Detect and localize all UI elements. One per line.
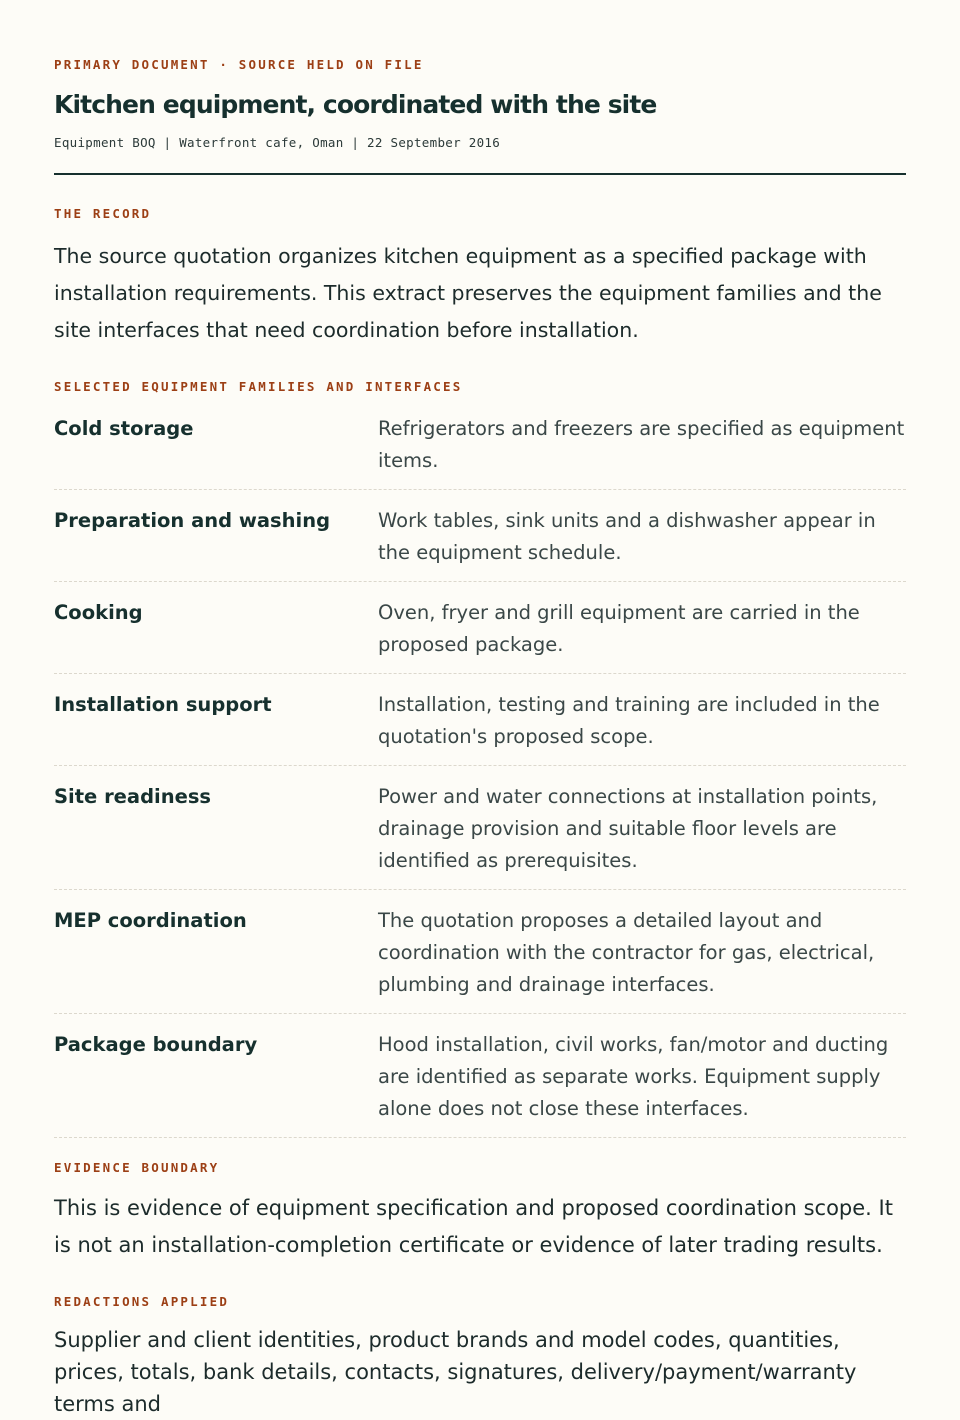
family-description: Refrigerators and freezers are specified as equipment items. — [378, 417, 905, 472]
families-label: SELECTED EQUIPMENT FAMILIES AND INTERFACES — [54, 379, 463, 394]
family-name: Cooking — [54, 601, 143, 624]
family-row-installation-support — [54, 689, 906, 766]
family-row-mep-coordination — [54, 905, 906, 1014]
record-label: THE RECORD — [54, 206, 152, 221]
header-divider — [54, 173, 906, 175]
family-name: Installation support — [54, 693, 272, 716]
family-name: Site readiness — [54, 785, 212, 808]
family-row-preparation-washing — [54, 505, 906, 582]
family-name: Package boundary — [54, 1033, 258, 1056]
family-description: Oven, fryer and grill equipment are carried in the proposed package. — [378, 601, 860, 656]
document-eyebrow: PRIMARY DOCUMENT · SOURCE HELD ON FILE — [54, 57, 424, 72]
family-description: The quotation proposes a detailed layout and coordination with the contractor for gas, electrical, plumbing and drainage interfaces. — [378, 909, 875, 996]
family-name: Preparation and washing — [54, 509, 331, 532]
family-name: MEP coordination — [54, 909, 247, 932]
family-description: Work tables, sink units and a dishwasher appear in the equipment schedule. — [378, 509, 876, 564]
family-row-cold-storage — [54, 413, 906, 490]
family-name: Cold storage — [54, 417, 194, 440]
redactions-text: Supplier and client identities, product brands and model codes, quantities, prices, totals, bank details, contacts, signatures, delivery/payment/warranty terms and — [54, 1328, 857, 1416]
document-meta: Equipment BOQ | Waterfront cafe, Oman | 22 September 2016 — [54, 135, 501, 150]
redactions-label: REDACTIONS APPLIED — [54, 1294, 230, 1309]
record-text: The source quotation organizes kitchen equipment as a specified package with installation requirements. This extract preserves the equipment families and the site interfaces that need coordination before installation. — [54, 244, 882, 342]
family-description: Power and water connections at installation points, drainage provision and suitable floor levels are identified as prerequisites. — [378, 785, 878, 872]
document-page — [54, 0, 906, 1420]
family-row-cooking — [54, 597, 906, 674]
evidence-boundary-label: EVIDENCE BOUNDARY — [54, 1160, 220, 1175]
families-table — [54, 413, 906, 1138]
family-row-site-readiness — [54, 781, 906, 890]
family-row-package-boundary — [54, 1029, 906, 1138]
family-description: Installation, testing and training are included in the quotation's proposed scope. — [378, 693, 880, 748]
document-title: Kitchen equipment, coordinated with the site — [54, 90, 657, 119]
family-description: Hood installation, civil works, fan/motor and ducting are identified as separate works. Equipment supply alone does not close these interfaces. — [378, 1033, 889, 1120]
evidence-boundary-text: This is evidence of equipment specification and proposed coordination scope. It is not an installation-completion certificate or evidence of later trading results. — [54, 1196, 893, 1257]
